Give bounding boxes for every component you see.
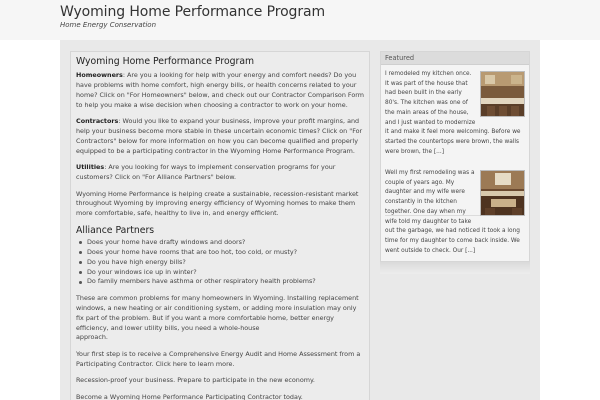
homeowners-text: : Are you a looking for help with your energy and comfort needs? Do you have problems with home comfort, high energy bills, or health concerns related to your home? Click on "For Homeowners" below, and check out our Contractor Comparison Form to help you make a wise decision when choosing a contractor to work on your home. xyxy=(76,71,364,109)
problems-text: These are common problems for many homeowners in Wyoming. Installing replacement windows, a new heating or air conditioning system, or adding more insulation may only fix part of the problem. But if you want a more comfortable home, better energy efficiency, and lower utility bills, you need a whole-house xyxy=(76,293,359,332)
featured-widget-title: Featured xyxy=(381,52,529,65)
featured-post-2-excerpt: Well my first remodeling was a couple of years ago. My daughter and my wife were constantly in the kitchen together. One day when my wife told my daughter to take out the garbage, we had noticed it took a long time for my daughter to come back inside. We went outside to check. Our [...] xyxy=(385,170,520,254)
alliance-partners-heading: Alliance Partners xyxy=(76,224,155,236)
problems-list xyxy=(87,238,364,288)
recession-paragraph: Recession-proof your business. Prepare to participate in the new economy. xyxy=(76,376,315,385)
homeowners-paragraph xyxy=(76,71,364,111)
contractors-text: : Would you like to expand your business, improve your profit margins, and help your business become more stable in these uncertain economic times? Click on "For Contractors" below for more information on how you can become qualified and properly equipped to be a participating contractor in the Wyoming Home Performance Program. xyxy=(76,117,363,155)
utilities-label: Utilities xyxy=(76,163,105,172)
list-item: Does your home have drafty windows and doors? xyxy=(87,238,364,248)
contractors-paragraph xyxy=(76,117,364,157)
featured-sidebar xyxy=(380,51,530,262)
problems-tail: approach. xyxy=(76,333,108,342)
utilities-paragraph xyxy=(76,163,364,183)
featured-post-2[interactable] xyxy=(385,169,525,256)
site-tagline: Home Energy Conservation xyxy=(60,21,157,29)
list-item: Do your windows ice up in winter? xyxy=(87,268,364,278)
featured-post-1-excerpt: I remodeled my kitchen once. It was part of the house that had been built in the early 80's. The kitchen was one of the main areas of the house, and I just wanted to modernize it and make it feel more welcoming. Before we started the countertops were brown, the walls were brown, the [...] xyxy=(385,71,521,155)
list-item: Do you have high energy bills? xyxy=(87,258,364,268)
kitchen-photo-icon xyxy=(481,171,525,216)
site-header xyxy=(0,0,600,40)
kitchen-photo-1[interactable] xyxy=(480,71,525,117)
list-item: Do family members have asthma or other respiratory health problems? xyxy=(87,277,364,287)
kitchen-photo-icon xyxy=(481,72,525,117)
featured-post-1[interactable] xyxy=(385,70,525,157)
become-contractor-paragraph: Become a Wyoming Home Performance Participating Contractor today. xyxy=(76,392,303,400)
sidebar-bottom-band xyxy=(380,262,530,274)
contractors-label: Contractors xyxy=(76,117,119,126)
list-item: Does your home have rooms that are too hot, too cold, or musty? xyxy=(87,248,364,258)
page-title: Wyoming Home Performance Program xyxy=(76,56,255,67)
homeowners-label: Homeowners xyxy=(76,71,123,79)
kitchen-photo-2[interactable] xyxy=(480,170,525,216)
problems-paragraph xyxy=(76,294,364,344)
utilities-text: : Are you looking for ways to implement conservation programs for your customers? Click on "For Alliance Partners" below. xyxy=(76,163,336,182)
site-title-link[interactable]: Wyoming Home Performance Program xyxy=(60,4,326,20)
intro-paragraph: Wyoming Home Performance is helping create a sustainable, recession-resistant market throughout Wyoming by improving energy efficiency of Wyoming homes to make them more comfortable, safe, healthy to live in, and energy efficient. xyxy=(76,189,359,218)
main-content xyxy=(70,51,370,400)
first-step-paragraph[interactable]: Your first step is to receive a Comprehensive Energy Audit and Home Assessment from a Participating Contractor. Click here to learn more. xyxy=(76,349,361,368)
